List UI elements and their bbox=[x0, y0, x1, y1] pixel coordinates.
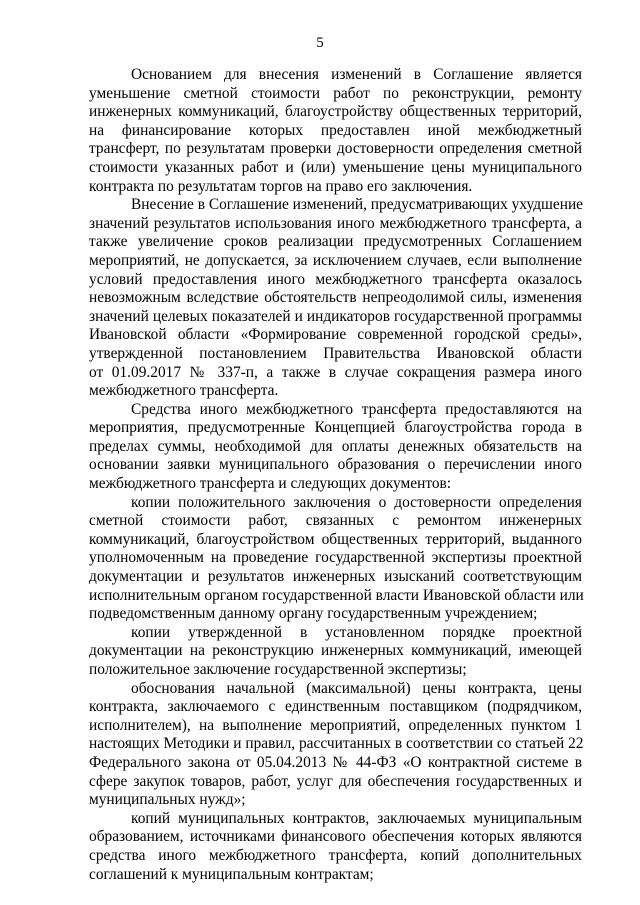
paragraph bbox=[89, 66, 582, 196]
text-line: документации на реконструкцию инженерных коммуникаций, имеющей bbox=[89, 642, 582, 660]
text-line: подведомственным данному органу государственным учреждением; bbox=[89, 605, 538, 623]
paragraph bbox=[89, 680, 582, 810]
text-line: на финансирование которых предоставлен иной межбюджетный bbox=[89, 121, 582, 139]
document-body bbox=[89, 66, 582, 884]
text-line: Основанием для внесения изменений в Соглашение является bbox=[131, 66, 582, 83]
text-line: инженерных коммуникаций, благоустройству общественных территорий, bbox=[89, 103, 582, 121]
text-line: Ивановской области «Формирование современной городской среды», bbox=[89, 326, 582, 344]
text-line: исполнителем), на выполнение мероприятий, определенных пунктом 1 bbox=[89, 716, 582, 734]
text-line: Средства иного межбюджетного трансферта предоставляются на bbox=[131, 400, 582, 418]
text-line: обоснования начальной (максимальной) цены контракта, цены bbox=[131, 679, 582, 697]
text-line: положительное заключение государственной экспертизы; bbox=[89, 661, 467, 678]
paragraph bbox=[89, 196, 582, 401]
text-line: утвержденной постановлением Правительства Ивановской области bbox=[89, 344, 582, 362]
paragraph bbox=[89, 624, 582, 680]
text-line: значений результатов использования иного межбюджетного трансферта, а bbox=[89, 214, 582, 232]
text-line: настоящих Методики и правил, рассчитанных в соответствии со статьей 22 bbox=[89, 735, 584, 753]
text-line: образованием, источниками финансового обеспечения которых являются bbox=[89, 828, 582, 846]
page-number: 5 bbox=[316, 35, 324, 51]
text-line: средства иного межбюджетного трансферта, копий дополнительных bbox=[89, 846, 582, 864]
text-line: соглашений к муниципальным контрактам; bbox=[89, 865, 374, 883]
text-line: трансферт, по результатам проверки достоверности определения сметной bbox=[89, 140, 582, 158]
text-line: от 01.09.2017 № 337-п, а также в случае сокращения размера иного bbox=[89, 363, 582, 381]
text-line: межбюджетного трансферта и следующих документов: bbox=[89, 475, 452, 493]
text-line: копии утвержденной в установленном порядке проектной bbox=[131, 623, 582, 641]
text-line: контракта, заключаемого с единственным поставщиком (подрядчиком, bbox=[89, 698, 582, 716]
text-line: Федерального закона от 05.04.2013 № 44-ФЗ «О контрактной системе в bbox=[89, 753, 582, 771]
text-line: копий муниципальных контрактов, заключаемых муниципальным bbox=[131, 809, 582, 827]
text-line: межбюджетного трансферта. bbox=[89, 382, 279, 400]
paragraph bbox=[89, 401, 582, 494]
text-line: уменьшение сметной стоимости работ по реконструкции, ремонту bbox=[89, 84, 582, 102]
text-line: контракта по результатам торгов на право его заключения. bbox=[89, 177, 473, 195]
text-line: документации и результатов инженерных изысканий соответствующим bbox=[89, 568, 582, 586]
text-line: копии положительного заключения о достоверности определения bbox=[131, 493, 582, 511]
text-line: уполномоченным на проведение государственной экспертизы проектной bbox=[89, 549, 582, 567]
paragraph bbox=[89, 494, 582, 624]
text-line: условий предоставления иного межбюджетного трансферта оказалось bbox=[89, 270, 582, 288]
text-line: сметной стоимости работ, связанных с ремонтом инженерных bbox=[89, 512, 582, 530]
text-line: невозможным вследствие обстоятельств непреодолимой силы, изменения bbox=[89, 289, 582, 307]
text-line: также увеличение сроков реализации предусмотренных Соглашением bbox=[89, 233, 582, 251]
text-line: пределах суммы, необходимой для оплаты денежных обязательств на bbox=[89, 437, 582, 455]
text-line: стоимости указанных работ и (или) уменьшение цены муниципального bbox=[89, 158, 582, 176]
text-line: значений целевых показателей и индикаторов государственной программы bbox=[89, 307, 582, 325]
text-line: сфере закупок товаров, работ, услуг для обеспечения государственных и bbox=[89, 772, 582, 790]
text-line: исполнительным органом государственной власти Ивановской области или bbox=[89, 586, 584, 604]
text-line: муниципальных нужд»; bbox=[89, 791, 246, 809]
text-line: Внесение в Соглашение изменений, предусматривающих ухудшение bbox=[131, 196, 584, 214]
paragraph bbox=[89, 810, 582, 884]
text-line: коммуникаций, благоустройством общественных территорий, выданного bbox=[89, 530, 582, 548]
text-line: мероприятий, не допускается, за исключением случаев, если выполнение bbox=[89, 251, 582, 269]
text-line: основании заявки муниципального образования о перечислении иного bbox=[89, 456, 582, 474]
text-line: мероприятия, предусмотренные Концепцией благоустройства города в bbox=[89, 419, 582, 437]
